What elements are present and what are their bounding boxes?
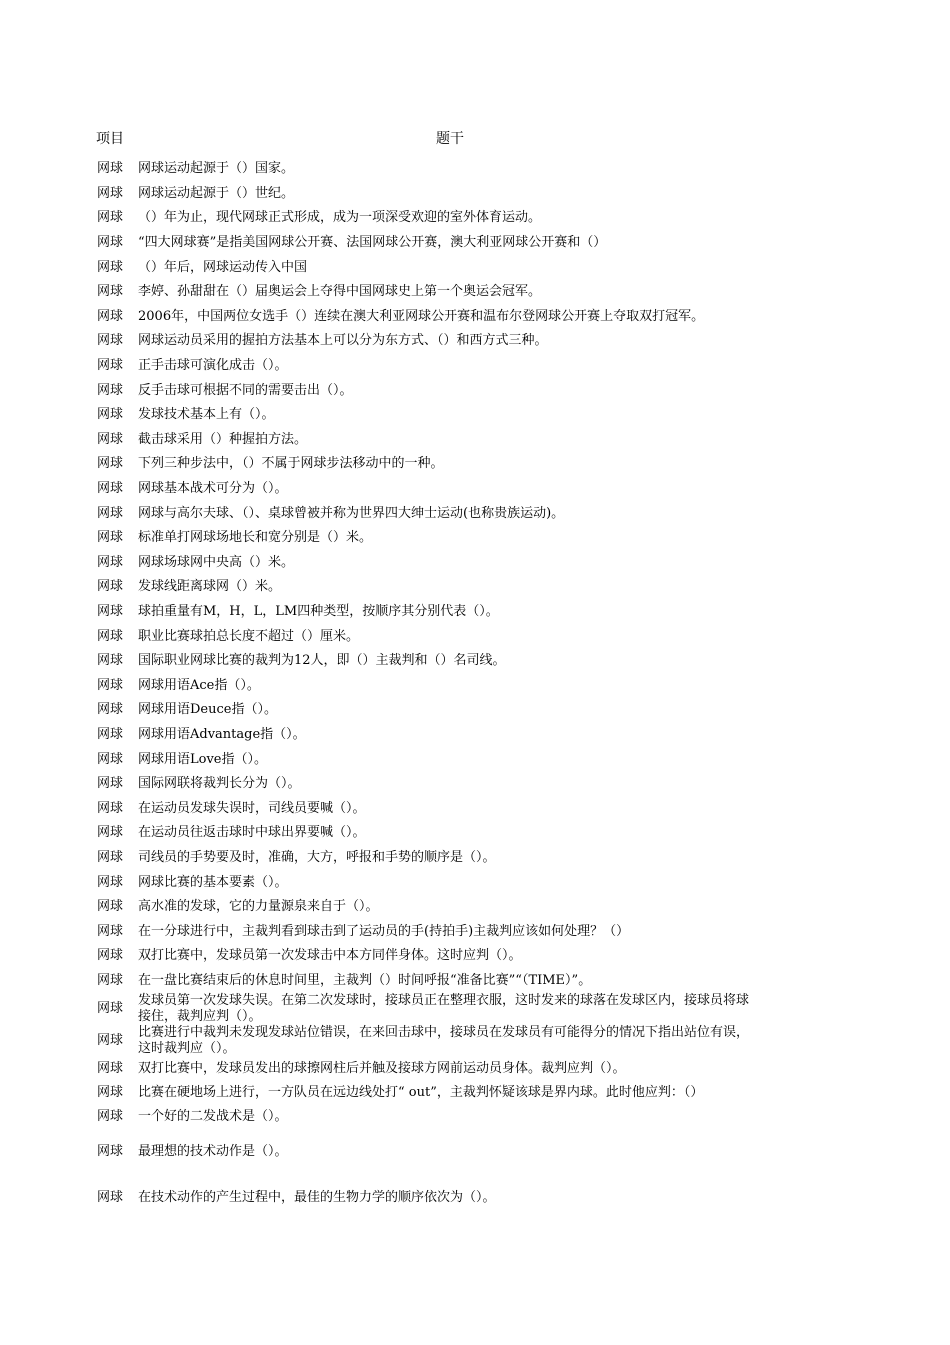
row-stem: 职业比赛球拍总长度不超过（）厘米。: [138, 628, 360, 644]
table-row: [0, 452, 950, 477]
row-stem: 双打比赛中，发球员第一次发球击中本方同伴身体。这时应判（）。: [138, 948, 522, 964]
row-stem: 司线员的手势要及时，准确，大方，呼报和手势的顺序是（）。: [138, 849, 496, 865]
row-project: 网球: [97, 1061, 124, 1077]
row-stem: 在一盘比赛结束后的休息时间里，主裁判（）时间呼报“准备比赛”“（TIME）”。: [138, 972, 592, 988]
row-project: 网球: [97, 407, 124, 423]
row-stem: 标准单打网球场地长和宽分别是（）米。: [138, 530, 373, 546]
row-project: 网球: [97, 751, 124, 767]
column-header-project: 项目: [96, 131, 124, 147]
row-stem: （）年后，网球运动传入中国: [138, 259, 308, 275]
row-stem: 球拍重量有M，H，L，LM四种类型，按顺序其分别代表（）。: [138, 603, 499, 619]
row-project: 网球: [97, 776, 124, 792]
row-project: 网球: [97, 923, 124, 939]
row-project: 网球: [97, 358, 124, 374]
row-stem: 高水准的发球，它的力量源泉来自于（）。: [138, 899, 379, 915]
row-project: 网球: [97, 481, 124, 497]
table-row: [0, 649, 950, 674]
row-stem: 2006年，中国两位女选手（）连续在澳大利亚网球公开赛和温布尔登网球公开赛上夺取双打冠军。: [138, 308, 705, 324]
table-row: [0, 182, 950, 207]
table-row: [0, 1057, 950, 1081]
table-row: [0, 796, 950, 821]
row-stem: 网球用语Love指（）。: [138, 751, 267, 767]
row-stem: 反手击球可根据不同的需要击出（）。: [138, 382, 353, 398]
row-project: 网球: [97, 628, 124, 644]
row-project: 网球: [97, 554, 124, 570]
row-stem: 网球运动起源于（）国家。: [138, 161, 295, 177]
row-stem: 国际网联将裁判长分为（）。: [138, 776, 301, 792]
row-stem: 网球基本战术可分为（）。: [138, 481, 288, 497]
table-row: [0, 993, 950, 1025]
row-stem: 截击球采用（）种握拍方法。: [138, 431, 308, 447]
table-row: [0, 1105, 950, 1129]
table-row: [0, 575, 950, 600]
table-row: [0, 1025, 950, 1057]
row-project: 网球: [97, 235, 124, 251]
row-project: 网球: [97, 284, 124, 300]
table-row: [0, 526, 950, 551]
table-row: [0, 600, 950, 625]
row-project: 网球: [97, 210, 124, 226]
row-project: 网球: [97, 456, 124, 472]
row-project: 网球: [97, 948, 124, 964]
row-stem: 网球用语Deuce指（）。: [138, 702, 277, 718]
row-project: 网球: [97, 1190, 124, 1206]
row-project: 网球: [97, 972, 124, 988]
column-header-stem: 题干: [436, 131, 464, 147]
table-row: [0, 969, 950, 994]
row-stem: 国际职业网球比赛的裁判为12人，即（）主裁判和（）名司线。: [138, 653, 506, 669]
row-project: 网球: [97, 874, 124, 890]
table-row: [0, 821, 950, 846]
table-row: [0, 723, 950, 748]
row-project: 网球: [97, 1033, 124, 1049]
row-project: 网球: [97, 579, 124, 595]
row-stem: 发球技术基本上有（）。: [138, 407, 275, 423]
row-project: 网球: [97, 259, 124, 275]
row-project: 网球: [97, 308, 124, 324]
row-project: 网球: [97, 1144, 124, 1160]
row-stem: 一个好的二发战术是（）。: [138, 1109, 288, 1125]
table-row: [0, 919, 950, 944]
row-stem: “四大网球赛”是指美国网球公开赛、法国网球公开赛，澳大利亚网球公开赛和（）: [138, 235, 607, 251]
row-project: 网球: [97, 1001, 124, 1017]
table-row: [0, 329, 950, 354]
row-stem: 网球用语Ace指（）。: [138, 677, 260, 693]
table-row: [0, 501, 950, 526]
table-header: [0, 128, 950, 148]
row-stem: （）年为止，现代网球正式形成，成为一项深受欢迎的室外体育运动。: [138, 210, 542, 226]
row-stem: 双打比赛中，发球员发出的球擦网柱后并触及接球方网前运动员身体。裁判应判（）。: [138, 1061, 626, 1077]
row-project: 网球: [97, 185, 124, 201]
row-stem: 网球场球网中央高（）米。: [138, 554, 295, 570]
table-row: [0, 280, 950, 305]
table-row: [0, 477, 950, 502]
table-row: [0, 846, 950, 871]
row-stem: 网球运动员采用的握拍方法基本上可以分为东方式、（）和西方式三种。: [138, 333, 548, 349]
row-project: 网球: [97, 1109, 124, 1125]
table-row: [0, 231, 950, 256]
row-project: 网球: [97, 505, 124, 521]
table-row: [0, 403, 950, 428]
row-stem: 网球与高尔夫球、（）、桌球曾被并称为世界四大绅士运动(也称贵族运动)。: [138, 505, 565, 521]
table-row: [0, 673, 950, 698]
row-project: 网球: [97, 825, 124, 841]
table-row: [0, 255, 950, 280]
table-row: [0, 378, 950, 403]
row-stem: 发球员第一次发球失误。在第二次发球时，接球员正在整理衣服，这时发来的球落在发球区内，接球员将球接住，裁判应判（）。: [138, 993, 750, 1025]
row-stem: 在技术动作的产生过程中，最佳的生物力学的顺序依次为（）。: [138, 1190, 496, 1206]
row-project: 网球: [97, 530, 124, 546]
table-row: [0, 305, 950, 330]
row-stem: 下列三种步法中，（）不属于网球步法移动中的一种。: [138, 456, 444, 472]
row-project: 网球: [97, 653, 124, 669]
table-row: [0, 944, 950, 969]
row-stem: 在运动员往返击球时中球出界要喊（）。: [138, 825, 366, 841]
table-row: [0, 206, 950, 231]
row-stem: 发球线距离球网（）米。: [138, 579, 282, 595]
row-project: 网球: [97, 333, 124, 349]
table-row: [0, 772, 950, 797]
row-project: 网球: [97, 800, 124, 816]
row-stem: 网球用语Advantage指（）。: [138, 726, 306, 742]
row-project: 网球: [97, 161, 124, 177]
table-row: [0, 1175, 950, 1221]
table-row: [0, 895, 950, 920]
row-project: 网球: [97, 702, 124, 718]
row-stem: 比赛在硬地场上进行，一方队员在远边线处打“ out”，主裁判怀疑该球是界内球。此时他应判：（）: [138, 1085, 704, 1101]
row-project: 网球: [97, 849, 124, 865]
table-row: [0, 551, 950, 576]
table-row: [0, 870, 950, 895]
table-row: [0, 747, 950, 772]
question-table: [0, 157, 950, 1221]
row-stem: 李婷、孙甜甜在（）届奥运会上夺得中国网球史上第一个奥运会冠军。: [138, 284, 542, 300]
row-project: 网球: [97, 382, 124, 398]
table-row: [0, 428, 950, 453]
row-stem: 网球运动起源于（）世纪。: [138, 185, 295, 201]
row-project: 网球: [97, 431, 124, 447]
row-project: 网球: [97, 1085, 124, 1101]
row-project: 网球: [97, 677, 124, 693]
row-stem: 在一分球进行中，主裁判看到球击到了运动员的手(持拍手)主裁判应该如何处理？（）: [138, 923, 630, 939]
row-project: 网球: [97, 603, 124, 619]
table-row: [0, 698, 950, 723]
table-row: [0, 1129, 950, 1175]
row-project: 网球: [97, 899, 124, 915]
row-stem: 正手击球可演化成击（）。: [138, 358, 288, 374]
row-stem: 比赛进行中裁判未发现发球站位错误，在来回击球中，接球员在发球员有可能得分的情况下指出站位有误，这时裁判应（）。: [138, 1025, 750, 1057]
row-project: 网球: [97, 726, 124, 742]
row-stem: 网球比赛的基本要素（）。: [138, 874, 288, 890]
table-row: [0, 624, 950, 649]
row-stem: 在运动员发球失误时，司线员要喊（）。: [138, 800, 366, 816]
row-stem: 最理想的技术动作是（）。: [138, 1144, 288, 1160]
table-row: [0, 354, 950, 379]
table-row: [0, 1081, 950, 1105]
table-row: [0, 157, 950, 182]
